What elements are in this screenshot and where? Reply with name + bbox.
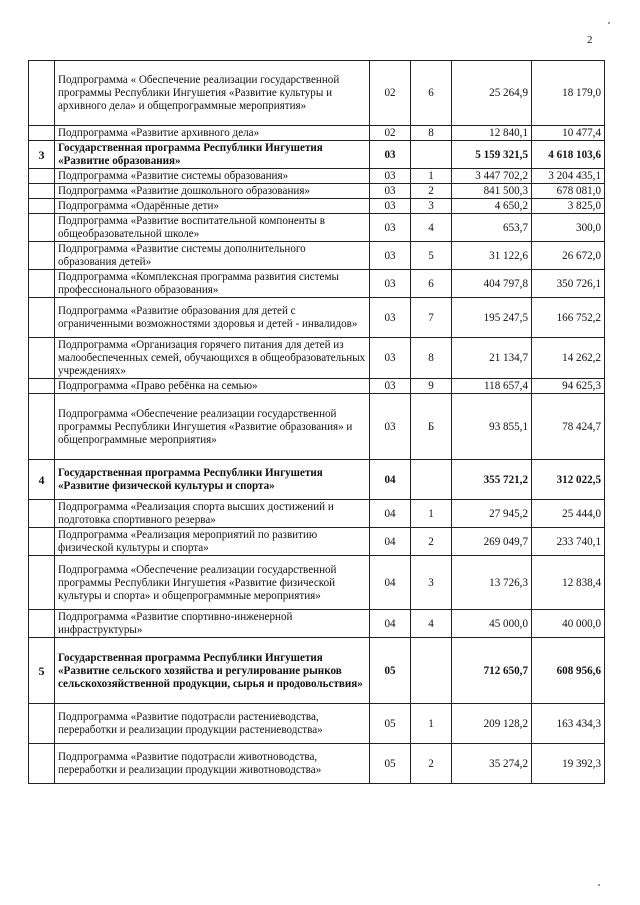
program-code-cell: 04 <box>370 556 411 610</box>
subprogram-code-cell <box>411 638 452 704</box>
amount-cell-1: 841 500,3 <box>452 184 532 199</box>
amount-cell-2: 12 838,4 <box>532 556 605 610</box>
row-number-cell <box>29 744 55 784</box>
row-number-cell <box>29 270 55 298</box>
subprogram-row <box>29 379 605 394</box>
subprogram-row <box>29 394 605 460</box>
budget-table-body <box>29 61 605 784</box>
amount-cell-1: 4 650,2 <box>452 199 532 214</box>
amount-cell-2: 94 625,3 <box>532 379 605 394</box>
subprogram-code-cell: 1 <box>411 169 452 184</box>
program-code-cell: 03 <box>370 214 411 242</box>
subprogram-code-cell: Б <box>411 394 452 460</box>
program-code-cell: 03 <box>370 199 411 214</box>
amount-cell-2: 166 752,2 <box>532 298 605 338</box>
budget-table <box>28 60 605 784</box>
subprogram-row <box>29 556 605 610</box>
program-code-cell: 05 <box>370 704 411 744</box>
program-name-cell: Подпрограмма «Обеспечение реализации государственной программы Республики Ингушетия «Развитие образования» и общепрограммные мероприятия» <box>55 394 370 460</box>
program-name-cell: Подпрограмма « Обеспечение реализации государственной программы Республики Ингушетия «Развитие культуры и архивного дела» и общепрограммные мероприятия» <box>55 61 370 126</box>
subprogram-code-cell: 3 <box>411 556 452 610</box>
program-name-cell: Подпрограмма «Развитие архивного дела» <box>55 126 370 141</box>
row-number-cell <box>29 61 55 126</box>
amount-cell-1: 31 122,6 <box>452 242 532 270</box>
amount-cell-1: 209 128,2 <box>452 704 532 744</box>
amount-cell-1: 21 134,7 <box>452 338 532 379</box>
row-number-cell: 4 <box>29 460 55 500</box>
subprogram-row <box>29 199 605 214</box>
subprogram-code-cell <box>411 141 452 169</box>
amount-cell-2: 233 740,1 <box>532 528 605 556</box>
scan-speck <box>598 884 600 886</box>
row-number-cell <box>29 556 55 610</box>
program-name-cell: Подпрограмма «Право ребёнка на семью» <box>55 379 370 394</box>
amount-cell-1: 27 945,2 <box>452 500 532 528</box>
amount-cell-2: 25 444,0 <box>532 500 605 528</box>
program-name-cell: Подпрограмма «Комплексная программа развития системы профессионального образования» <box>55 270 370 298</box>
subprogram-row <box>29 270 605 298</box>
amount-cell-1: 45 000,0 <box>452 610 532 638</box>
program-code-cell: 02 <box>370 126 411 141</box>
program-name-cell: Подпрограмма «Развитие системы образования» <box>55 169 370 184</box>
program-code-cell: 03 <box>370 298 411 338</box>
program-code-cell: 03 <box>370 379 411 394</box>
row-number-cell <box>29 242 55 270</box>
program-name-cell: Подпрограмма «Развитие образования для детей с ограниченными возможностями здоровья и детей - инвалидов» <box>55 298 370 338</box>
subprogram-row <box>29 169 605 184</box>
subprogram-row <box>29 338 605 379</box>
amount-cell-1: 712 650,7 <box>452 638 532 704</box>
subprogram-code-cell: 5 <box>411 242 452 270</box>
subprogram-code-cell: 3 <box>411 199 452 214</box>
row-number-cell <box>29 528 55 556</box>
subprogram-row <box>29 744 605 784</box>
page-number: 2 <box>587 34 593 46</box>
subprogram-row <box>29 704 605 744</box>
program-code-cell: 03 <box>370 169 411 184</box>
program-code-cell: 05 <box>370 638 411 704</box>
amount-cell-1: 195 247,5 <box>452 298 532 338</box>
row-number-cell <box>29 704 55 744</box>
amount-cell-2: 4 618 103,6 <box>532 141 605 169</box>
amount-cell-1: 3 447 702,2 <box>452 169 532 184</box>
amount-cell-1: 355 721,2 <box>452 460 532 500</box>
program-row <box>29 141 605 169</box>
program-name-cell: Подпрограмма «Организация горячего питания для детей из малообеспеченных семей, обучающихся в общеобразовательных учреждениях» <box>55 338 370 379</box>
row-number-cell <box>29 126 55 141</box>
program-code-cell: 04 <box>370 500 411 528</box>
program-name-cell: Государственная программа Республики Ингушетия «Развитие сельского хозяйства и регулирование рынков сельскохозяйственной продукции, сырья и продовольствия» <box>55 638 370 704</box>
subprogram-row <box>29 528 605 556</box>
program-name-cell: Подпрограмма «Развитие спортивно-инженерной инфраструктуры» <box>55 610 370 638</box>
amount-cell-2: 19 392,3 <box>532 744 605 784</box>
program-name-cell: Подпрограмма «Развитие воспитательной компоненты в общеобразовательной школе» <box>55 214 370 242</box>
subprogram-code-cell: 2 <box>411 184 452 199</box>
scan-speck <box>608 22 610 24</box>
program-code-cell: 03 <box>370 270 411 298</box>
row-number-cell <box>29 338 55 379</box>
row-number-cell <box>29 610 55 638</box>
program-code-cell: 03 <box>370 184 411 199</box>
subprogram-code-cell <box>411 460 452 500</box>
row-number-cell <box>29 169 55 184</box>
amount-cell-2: 3 825,0 <box>532 199 605 214</box>
program-row <box>29 460 605 500</box>
row-number-cell <box>29 214 55 242</box>
amount-cell-2: 18 179,0 <box>532 61 605 126</box>
subprogram-row <box>29 214 605 242</box>
program-name-cell: Подпрограмма «Развитие дошкольного образования» <box>55 184 370 199</box>
row-number-cell <box>29 379 55 394</box>
subprogram-code-cell: 4 <box>411 214 452 242</box>
program-code-cell: 02 <box>370 61 411 126</box>
subprogram-code-cell: 2 <box>411 528 452 556</box>
row-number-cell <box>29 394 55 460</box>
subprogram-row <box>29 500 605 528</box>
program-name-cell: Подпрограмма «Одарённые дети» <box>55 199 370 214</box>
program-code-cell: 03 <box>370 141 411 169</box>
subprogram-code-cell: 7 <box>411 298 452 338</box>
amount-cell-1: 35 274,2 <box>452 744 532 784</box>
amount-cell-2: 78 424,7 <box>532 394 605 460</box>
subprogram-code-cell: 8 <box>411 338 452 379</box>
program-name-cell: Государственная программа Республики Ингушетия «Развитие физической культуры и спорта» <box>55 460 370 500</box>
row-number-cell <box>29 184 55 199</box>
amount-cell-2: 300,0 <box>532 214 605 242</box>
amount-cell-1: 25 264,9 <box>452 61 532 126</box>
program-name-cell: Подпрограмма «Развитие подотрасли животноводства, переработки и реализации продукции животноводства» <box>55 744 370 784</box>
amount-cell-2: 3 204 435,1 <box>532 169 605 184</box>
amount-cell-1: 118 657,4 <box>452 379 532 394</box>
amount-cell-1: 5 159 321,5 <box>452 141 532 169</box>
subprogram-row <box>29 610 605 638</box>
subprogram-code-cell: 9 <box>411 379 452 394</box>
amount-cell-2: 163 434,3 <box>532 704 605 744</box>
subprogram-row <box>29 126 605 141</box>
subprogram-code-cell: 6 <box>411 270 452 298</box>
subprogram-row <box>29 61 605 126</box>
amount-cell-1: 653,7 <box>452 214 532 242</box>
program-name-cell: Подпрограмма «Реализация спорта высших достижений и подготовка спортивного резерва» <box>55 500 370 528</box>
row-number-cell <box>29 298 55 338</box>
program-code-cell: 04 <box>370 528 411 556</box>
row-number-cell <box>29 199 55 214</box>
program-code-cell: 03 <box>370 338 411 379</box>
program-code-cell: 03 <box>370 394 411 460</box>
subprogram-row <box>29 298 605 338</box>
program-name-cell: Подпрограмма «Реализация мероприятий по развитию физической культуры и спорта» <box>55 528 370 556</box>
amount-cell-1: 12 840,1 <box>452 126 532 141</box>
amount-cell-2: 40 000,0 <box>532 610 605 638</box>
subprogram-code-cell: 8 <box>411 126 452 141</box>
row-number-cell: 3 <box>29 141 55 169</box>
program-code-cell: 05 <box>370 744 411 784</box>
amount-cell-1: 269 049,7 <box>452 528 532 556</box>
amount-cell-2: 312 022,5 <box>532 460 605 500</box>
amount-cell-2: 678 081,0 <box>532 184 605 199</box>
row-number-cell: 5 <box>29 638 55 704</box>
program-row <box>29 638 605 704</box>
program-code-cell: 03 <box>370 242 411 270</box>
program-name-cell: Подпрограмма «Обеспечение реализации государственной программы Республики Ингушетия «Развитие физической культуры и спорта» и общепрограммные мероприятия» <box>55 556 370 610</box>
row-number-cell <box>29 500 55 528</box>
subprogram-row <box>29 242 605 270</box>
subprogram-code-cell: 2 <box>411 744 452 784</box>
program-code-cell: 04 <box>370 460 411 500</box>
amount-cell-2: 26 672,0 <box>532 242 605 270</box>
amount-cell-1: 13 726,3 <box>452 556 532 610</box>
amount-cell-2: 14 262,2 <box>532 338 605 379</box>
subprogram-code-cell: 1 <box>411 704 452 744</box>
amount-cell-1: 404 797,8 <box>452 270 532 298</box>
program-name-cell: Подпрограмма «Развитие подотрасли растениеводства, переработки и реализации продукции растениеводства» <box>55 704 370 744</box>
amount-cell-1: 93 855,1 <box>452 394 532 460</box>
subprogram-row <box>29 184 605 199</box>
program-name-cell: Государственная программа Республики Ингушетия «Развитие образования» <box>55 141 370 169</box>
program-code-cell: 04 <box>370 610 411 638</box>
amount-cell-2: 10 477,4 <box>532 126 605 141</box>
subprogram-code-cell: 6 <box>411 61 452 126</box>
program-name-cell: Подпрограмма «Развитие системы дополнительного образования детей» <box>55 242 370 270</box>
amount-cell-2: 350 726,1 <box>532 270 605 298</box>
subprogram-code-cell: 1 <box>411 500 452 528</box>
amount-cell-2: 608 956,6 <box>532 638 605 704</box>
subprogram-code-cell: 4 <box>411 610 452 638</box>
